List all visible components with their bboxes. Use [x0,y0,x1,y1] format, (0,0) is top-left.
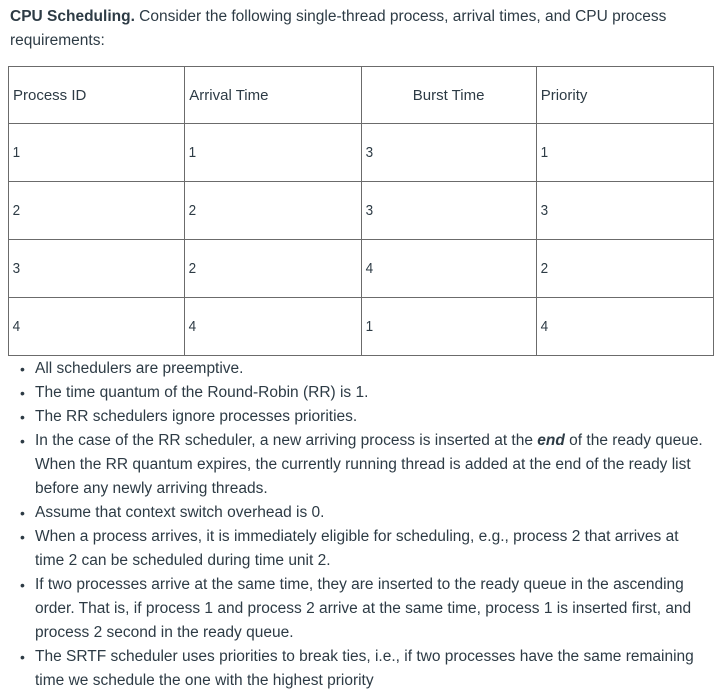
bullet-icon: • [20,385,25,401]
list-item: • All schedulers are preemptive. [35,357,712,381]
cell-arrival-time: 2 [185,182,361,240]
bullet-icon: • [20,409,25,425]
cell-burst-time: 4 [361,240,536,298]
emphasis-end: end [537,432,565,449]
header-priority: Priority [536,67,713,124]
cell-priority: 4 [536,298,713,356]
table-row [9,240,714,298]
cell-process-id: 3 [9,240,185,298]
bullet-icon: • [20,649,25,665]
intro-paragraph [10,5,710,53]
header-arrival-time: Arrival Time [185,67,361,124]
cell-arrival-time: 4 [185,298,361,356]
cell-priority: 1 [536,124,713,182]
list-item: • If two processes arrive at the same time, they are inserted to the ready queue in the ascending order. That is, if process 1 and process 2 arrive at the same time, process 1 is inserted first, and process 2 second in the ready queue. [35,573,712,645]
list-item: • In the case of the RR scheduler, a new arriving process is inserted at the end of the ready queue. When the RR quantum expires, the currently running thread is added at the end of the ready list before any newly arriving threads. [35,429,712,501]
rules-list [0,357,712,693]
header-burst-time: Burst Time [361,67,536,124]
intro-title: CPU Scheduling. [10,8,135,25]
list-item: • When a process arrives, it is immediately eligible for scheduling, e.g., process 2 that arrives at time 2 can be scheduled during time unit 2. [35,525,712,573]
cell-arrival-time: 1 [185,124,361,182]
bullet-icon: • [20,529,25,545]
list-item: • The time quantum of the Round-Robin (RR) is 1. [35,381,712,405]
list-item: • The RR schedulers ignore processes priorities. [35,405,712,429]
table-row [9,182,714,240]
cell-priority: 3 [536,182,713,240]
header-process-id: Process ID [9,67,185,124]
process-table [8,66,714,356]
cell-priority: 2 [536,240,713,298]
list-item: • Assume that context switch overhead is 0. [35,501,712,525]
table-header-row [9,67,714,124]
intro-text: Consider the following single-thread process, arrival times, and CPU process requirements: [10,8,667,49]
cell-arrival-time: 2 [185,240,361,298]
table-row [9,124,714,182]
list-item: • The SRTF scheduler uses priorities to break ties, i.e., if two processes have the same remaining time we schedule the one with the highest priority [35,645,712,693]
cell-process-id: 1 [9,124,185,182]
bullet-icon: • [20,505,25,521]
bullet-icon: • [20,433,25,449]
bullet-icon: • [20,361,25,377]
cell-process-id: 2 [9,182,185,240]
cell-burst-time: 3 [361,182,536,240]
cell-burst-time: 3 [361,124,536,182]
table-row [9,298,714,356]
cell-burst-time: 1 [361,298,536,356]
bullet-icon: • [20,577,25,593]
cell-process-id: 4 [9,298,185,356]
